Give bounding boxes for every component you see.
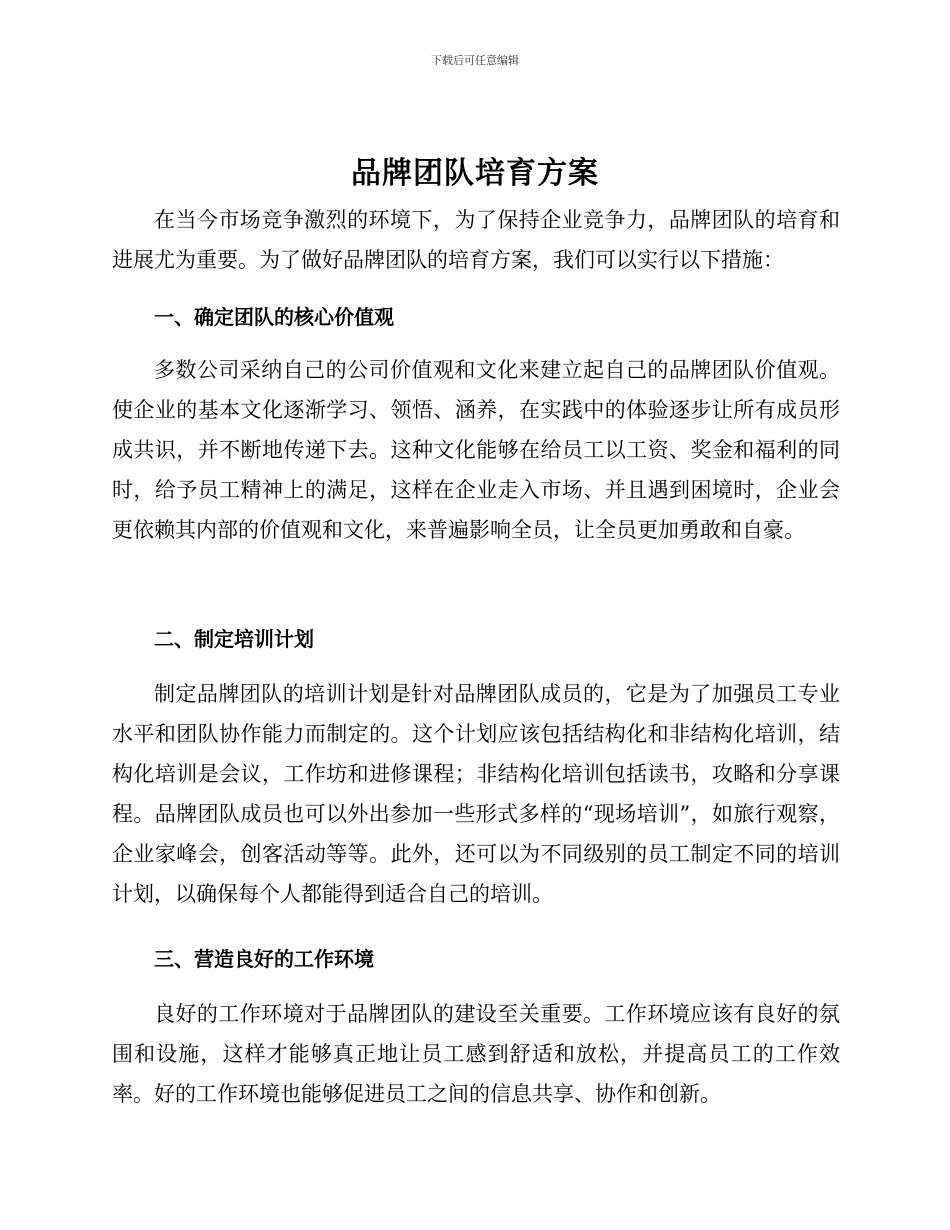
- section-heading-work-environment: 三、营造良好的工作环境: [154, 947, 374, 971]
- section-paragraph-work-environment: 良好的工作环境对于品牌团队的建设至关重要。工作环境应该有良好的氛围和设施，这样才能够真正地让员工感到舒适和放松，并提高员工的工作效率。好的工作环境也能够促进员工之间的信息共享、协作和创新。: [112, 1002, 840, 1106]
- section-paragraph-core-values: 多数公司采纳自己的公司价值观和文化来建立起自己的品牌团队价值观。使企业的基本文化逐渐学习、领悟、涵养，在实践中的体验逐步让所有成员形成共识，并不断地传递下去。这种文化能够在给员工以工资、奖金和福利的同时，给予员工精神上的满足，这样在企业走入市场、并且遇到困境时，企业会更依赖其内部的价值观和文化，来普遍影响全员，让全员更加勇敢和自豪。: [112, 358, 840, 542]
- intro-paragraph: 在当今市场竞争激烈的环境下，为了保持企业竞争力，品牌团队的培育和进展尤为重要。为了做好品牌团队的培育方案，我们可以实行以下措施：: [112, 208, 840, 272]
- header-note: 下载后可任意编辑: [431, 54, 519, 67]
- section-paragraph-training-plan: 制定品牌团队的培训计划是针对品牌团队成员的，它是为了加强员工专业水平和团队协作能力而制定的。这个计划应该包括结构化和非结构化培训，结构化培训是会议，工作坊和进修课程；非结构化培训包括读书，攻略和分享课程。品牌团队成员也可以外出参加一些形式多样的“现场培训”，如旅行观察，企业家峰会，创客活动等等。此外，还可以为不同级别的员工制定不同的培训计划，以确保每个人都能得到适合自己的培训。: [112, 682, 840, 906]
- document-title: 品牌团队培育方案: [351, 156, 599, 191]
- section-heading-training-plan: 二、制定培训计划: [154, 627, 314, 651]
- section-heading-core-values: 一、确定团队的核心价值观: [154, 305, 394, 329]
